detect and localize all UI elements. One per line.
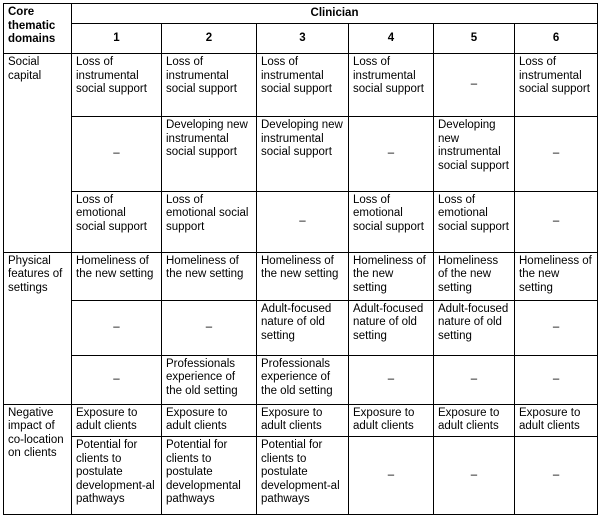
theme-cell: – (349, 355, 434, 404)
theme-cell: – (434, 355, 515, 404)
clinician-number: 6 (515, 24, 598, 54)
theme-cell: Exposure to adult clients (515, 404, 598, 437)
theme-cell: Adult-focused nature of old setting (434, 300, 515, 355)
domain-cell: Physical features of settings (4, 252, 72, 404)
theme-cell: – (515, 355, 598, 404)
theme-cell: Potential for clients to postulate developmental pathways (162, 437, 257, 515)
theme-cell: Exposure to adult clients (257, 404, 349, 437)
theme-cell: Loss of emotional social support (434, 191, 515, 252)
clinician-header: Clinician (72, 4, 598, 24)
theme-cell: Professionals experience of the old setting (162, 355, 257, 404)
theme-cell: Homeliness of the new setting (72, 252, 162, 300)
table-row (4, 404, 598, 437)
table-row (4, 191, 598, 252)
theme-cell: Loss of emotional social support (349, 191, 434, 252)
theme-cell: – (434, 54, 515, 117)
theme-cell: Professionals experience of the old setting (257, 355, 349, 404)
theme-cell: Developing new instrumental social support (257, 117, 349, 191)
theme-cell: Loss of instrumental social support (349, 54, 434, 117)
theme-cell: – (515, 300, 598, 355)
theme-cell: – (515, 437, 598, 515)
clinician-themes-table (3, 3, 598, 515)
theme-cell: Exposure to adult clients (349, 404, 434, 437)
theme-cell: Adult-focused nature of old setting (349, 300, 434, 355)
theme-cell: – (349, 117, 434, 191)
clinician-number: 4 (349, 24, 434, 54)
table-body (4, 54, 598, 515)
table-row (4, 355, 598, 404)
theme-cell: Loss of instrumental social support (72, 54, 162, 117)
theme-cell: – (257, 191, 349, 252)
domain-cell: Social capital (4, 54, 72, 253)
clinician-number: 1 (72, 24, 162, 54)
theme-cell: – (434, 437, 515, 515)
domain-cell: Negative impact of co-location on clients (4, 404, 72, 514)
theme-cell: Homeliness of the new setting (257, 252, 349, 300)
theme-cell: Loss of instrumental social support (257, 54, 349, 117)
core-domains-header: Core thematic domains (4, 4, 72, 54)
theme-cell: – (162, 300, 257, 355)
theme-cell: – (72, 355, 162, 404)
clinician-number: 2 (162, 24, 257, 54)
theme-cell: – (72, 117, 162, 191)
clinician-number: 3 (257, 24, 349, 54)
clinician-number: 5 (434, 24, 515, 54)
theme-cell: Developing new instrumental social support (162, 117, 257, 191)
table-row (4, 252, 598, 300)
theme-cell: Loss of instrumental social support (162, 54, 257, 117)
theme-cell: Homeliness of the new setting (434, 252, 515, 300)
theme-cell: Potential for clients to postulate development-al pathways (72, 437, 162, 515)
theme-cell: Loss of emotional social support (72, 191, 162, 252)
theme-cell: – (515, 117, 598, 191)
theme-cell: – (72, 300, 162, 355)
theme-cell: Homeliness of the new setting (162, 252, 257, 300)
theme-cell: Loss of emotional social support (162, 191, 257, 252)
theme-cell: Exposure to adult clients (72, 404, 162, 437)
table-row (4, 437, 598, 515)
theme-cell: Potential for clients to postulate development-al pathways (257, 437, 349, 515)
theme-cell: Homeliness of the new setting (349, 252, 434, 300)
theme-cell: – (349, 437, 434, 515)
table-row (4, 54, 598, 117)
table-row (4, 300, 598, 355)
theme-cell: Exposure to adult clients (162, 404, 257, 437)
theme-cell: Homeliness of the new setting (515, 252, 598, 300)
theme-cell: Adult-focused nature of old setting (257, 300, 349, 355)
theme-cell: Loss of instrumental social support (515, 54, 598, 117)
theme-cell: Developing new instrumental social support (434, 117, 515, 191)
theme-cell: Exposure to adult clients (434, 404, 515, 437)
table-row (4, 117, 598, 191)
theme-cell: – (515, 191, 598, 252)
